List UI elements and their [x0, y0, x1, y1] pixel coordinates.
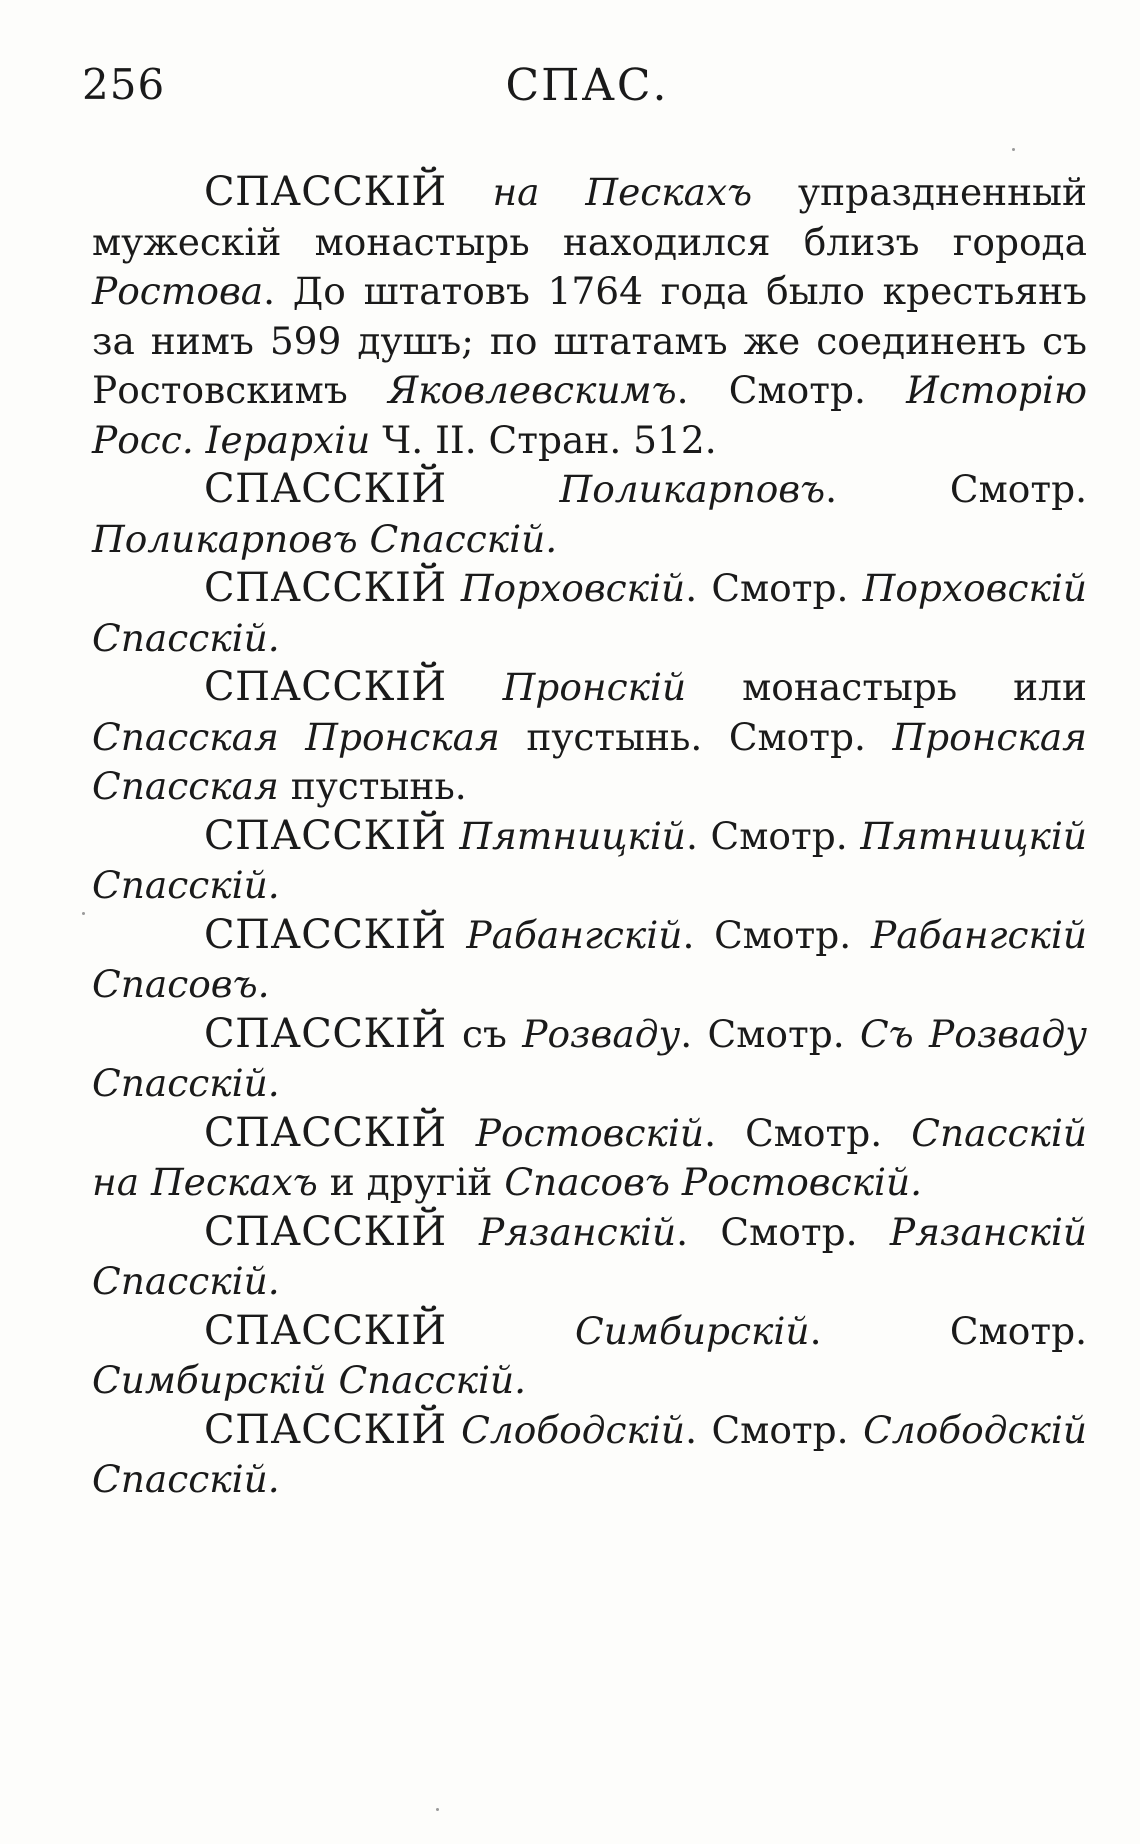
entry-text: [447, 913, 467, 957]
entry-text: . Смотр.: [685, 813, 861, 858]
entry-text: [447, 814, 460, 858]
entry-text: [447, 1111, 476, 1155]
entry-headword: СПАССКІЙ: [204, 1307, 447, 1354]
entry-italic-text: Поликарповъ: [559, 467, 826, 511]
entry-headword: СПАССКІЙ: [204, 1010, 447, 1057]
paper-speck: [1012, 148, 1015, 151]
entry-headword: СПАССКІЙ: [204, 911, 447, 958]
entry-text: . Смотр.: [676, 368, 907, 412]
entry-text: Ч. II. Стран. 512.: [370, 417, 717, 462]
entry-text: [447, 467, 560, 511]
entry-italic-text: Ростова: [92, 269, 264, 313]
entry-text: [447, 1210, 479, 1254]
entry-text: съ: [446, 1011, 523, 1056]
entry-italic-text: Рабангскій: [466, 912, 683, 957]
entry-headword: СПАССКІЙ: [204, 1406, 447, 1453]
entry-italic-text: Ростовскій: [475, 1110, 705, 1155]
entry-text: . Смотр.: [685, 566, 863, 610]
entry-italic-text: Пронская Спасская: [92, 714, 1088, 808]
entry-italic-text: Розваду: [522, 1011, 681, 1056]
dictionary-entry: [92, 911, 1087, 1010]
entry-text: . Смотр.: [825, 467, 1088, 511]
entry-italic-text: Яковлевскимъ: [387, 368, 677, 412]
page-number: 256: [82, 60, 166, 109]
entry-text: [447, 170, 493, 214]
entry-italic-text: Порховскій Спасскій.: [92, 566, 1088, 660]
entry-italic-text: Пятницкій Спасскій.: [92, 813, 1087, 907]
paper-speck: [82, 912, 85, 915]
entry-headword: СПАССКІЙ: [204, 664, 447, 710]
entry-headword: СПАССКІЙ: [204, 1109, 447, 1156]
entry-italic-text: Рязанскій: [479, 1209, 677, 1254]
entry-text: . Смотр.: [680, 1011, 860, 1056]
dictionary-entry: [92, 564, 1087, 663]
entry-italic-text: Рабангскій Спасовъ.: [92, 912, 1088, 1006]
entry-text: пустынь. Смотр.: [499, 714, 893, 759]
entry-italic-text: Слободскій Спасскій.: [92, 1407, 1088, 1501]
entry-text: . Смотр.: [704, 1110, 912, 1155]
entry-text: [447, 665, 503, 709]
entry-italic-text: Поликарповъ Спасскій.: [92, 516, 558, 561]
dictionary-entry: [92, 1109, 1087, 1208]
entry-text: . Смотр.: [685, 1407, 864, 1452]
dictionary-entry: [92, 1010, 1087, 1109]
entry-text: и другій: [317, 1160, 505, 1204]
dictionary-entry: [92, 465, 1087, 564]
entry-italic-text: Исторію Росс. Іерархіи: [92, 368, 1087, 462]
entry-text: . Смотр.: [809, 1308, 1088, 1353]
entry-text: . Смотр.: [682, 912, 871, 957]
dictionary-entry: [92, 663, 1087, 812]
entry-italic-text: Спасская Пронская: [92, 714, 500, 759]
dictionary-entry: [92, 1208, 1087, 1307]
entry-headword: СПАССКІЙ: [204, 812, 447, 859]
entry-italic-text: Рязанскій Спасскій.: [92, 1209, 1087, 1303]
entry-headword: СПАССКІЙ: [204, 466, 447, 512]
dictionary-entry: [92, 1406, 1087, 1505]
running-head: СПАС.: [505, 60, 669, 111]
entry-text: [447, 566, 461, 610]
entry-italic-text: Симбирскій Спасскій.: [92, 1358, 527, 1402]
page-header: [82, 60, 1092, 120]
entry-text: [447, 1309, 575, 1353]
entry-italic-text: Пятницкій: [459, 813, 686, 858]
paper-speck: [436, 1808, 439, 1811]
entry-italic-text: Спасскій на Пескахъ: [92, 1110, 1088, 1204]
entry-headword: СПАССКІЙ: [204, 1208, 447, 1255]
entry-text: пустынь.: [278, 764, 467, 808]
dictionary-entries: [92, 168, 1087, 1505]
entry-text: монастырь или: [686, 665, 1087, 709]
entry-italic-text: Спасовъ Ростовскій.: [504, 1160, 923, 1204]
dictionary-entry: [92, 1307, 1087, 1406]
entry-text: упраздненный мужескій монастырь находился близъ города: [92, 170, 1087, 264]
dictionary-entry: [92, 812, 1087, 911]
entry-text: . До штатовъ 1764 года было крестьянъ за нимъ 599 душъ; по штатамъ же соединенъ съ Ростовскимъ: [92, 269, 1087, 412]
entry-text: . Смотр.: [676, 1209, 890, 1254]
entry-italic-text: Пронскій: [502, 665, 687, 709]
entry-italic-text: Симбирскій: [575, 1308, 810, 1353]
entry-italic-text: Порховскій: [460, 566, 686, 610]
entry-italic-text: на Пескахъ: [492, 170, 753, 214]
entry-italic-text: Слободскій: [461, 1407, 686, 1452]
entry-headword: СПАССКІЙ: [204, 169, 447, 215]
entry-text: [447, 1408, 462, 1452]
entry-headword: СПАССКІЙ: [204, 565, 447, 611]
entry-italic-text: Съ Розваду Спасскій.: [92, 1011, 1088, 1105]
dictionary-entry: [92, 168, 1087, 465]
